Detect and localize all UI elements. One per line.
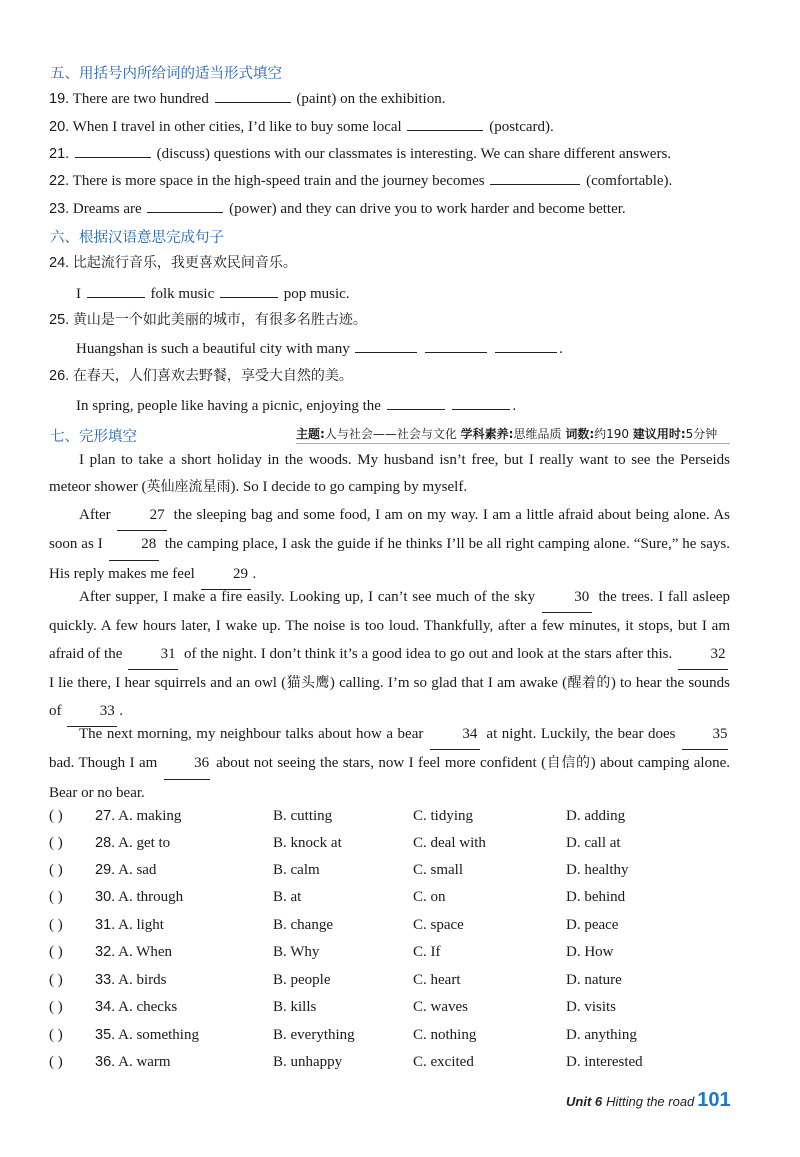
passage-text: the trees. I fall asleep quickly. A few hours later, I wake up. The noise is too loud. Thankfully, after a few minutes, it stops, but I am afraid of the	[49, 589, 731, 662]
blank-number-35[interactable]: 35	[682, 721, 728, 750]
option-a[interactable]	[95, 862, 156, 879]
answer-paren[interactable]: ( )	[49, 835, 63, 851]
option-c[interactable]: C. If	[413, 944, 441, 960]
unit-label: Unit 6	[566, 1094, 603, 1109]
option-row-31	[49, 917, 749, 937]
passage-text: .	[119, 702, 123, 719]
passage-paragraph-3	[49, 584, 730, 727]
question-number: 25.	[49, 312, 70, 328]
section-6-title: 六、根据汉语意思完成句子	[50, 230, 224, 246]
meta-theme: 人与社会——社会与文化	[324, 427, 457, 441]
answer-paren[interactable]: ( )	[49, 889, 63, 905]
option-row-36	[49, 1054, 749, 1074]
option-a[interactable]	[95, 1054, 171, 1071]
passage-text: I plan to take a short holiday in the woods. My husband isn’t free, but I really want to see the Perseids meteor shower (	[49, 452, 730, 496]
meta-literacy: 思维品质	[513, 427, 562, 441]
option-row-29	[49, 862, 749, 882]
option-c[interactable]: C. deal with	[413, 835, 486, 851]
option-b[interactable]: B. unhappy	[273, 1054, 343, 1070]
sentence-part: I	[76, 286, 81, 302]
answer-blank[interactable]	[355, 338, 417, 353]
option-d[interactable]: D. behind	[566, 889, 626, 905]
option-c[interactable]: C. nothing	[413, 1027, 477, 1043]
chinese-prompt: 黄山是一个如此美丽的城市，有很多名胜古迹。	[72, 312, 367, 328]
question-number: 33.	[95, 972, 116, 988]
option-b[interactable]: B. Why	[273, 944, 320, 960]
question-number: 30.	[95, 889, 116, 905]
blank-number-33[interactable]: 33	[67, 698, 117, 727]
blank-number-28[interactable]: 28	[109, 531, 159, 560]
option-text: A. warm	[118, 1054, 171, 1070]
question-text: (discuss) questions with our classmates is interesting. We can share different answers.	[156, 146, 672, 162]
question-number: 26.	[49, 368, 70, 384]
option-a[interactable]	[95, 1027, 199, 1044]
question-number: 19.	[49, 91, 70, 107]
question-24-cn	[49, 253, 297, 273]
answer-blank[interactable]	[147, 198, 223, 213]
question-number: 20.	[49, 119, 70, 135]
sentence-part: Huangshan is such a beautiful city with many	[76, 341, 350, 357]
option-text: A. When	[118, 944, 172, 960]
answer-blank[interactable]	[495, 338, 557, 353]
question-25-cn	[49, 310, 367, 330]
passage-text: about not seeing the stars, now I feel more confident (	[216, 755, 547, 772]
meta-label: 词数:	[565, 427, 595, 441]
answer-blank[interactable]	[407, 116, 483, 131]
option-row-32	[49, 944, 749, 964]
question-20	[49, 116, 554, 137]
question-19	[49, 88, 445, 109]
option-b[interactable]: B. at	[273, 889, 302, 905]
option-a[interactable]	[95, 944, 172, 961]
option-d[interactable]: D. peace	[566, 917, 619, 933]
passage-paragraph-1	[49, 447, 730, 502]
sentence-part: In spring, people like having a picnic, enjoying the	[76, 398, 381, 414]
option-text: A. making	[118, 808, 182, 824]
meta-label: 建议用时:	[632, 427, 686, 441]
option-d[interactable]: D. anything	[566, 1027, 637, 1043]
question-21	[49, 143, 671, 164]
question-text: (paint) on the exhibition.	[296, 91, 446, 107]
sentence-part: pop music.	[283, 286, 350, 302]
blank-number-34[interactable]: 34	[430, 721, 480, 750]
blank-number-29[interactable]: 29	[201, 561, 251, 590]
passage-text: .	[252, 565, 257, 582]
sentence-end: .	[512, 398, 517, 414]
question-number: 32.	[95, 944, 116, 960]
chinese-gloss: 醒着的	[567, 675, 611, 692]
option-d[interactable]: D. call at	[566, 835, 621, 851]
option-a[interactable]	[95, 889, 183, 906]
option-c[interactable]: C. small	[413, 862, 464, 878]
option-b[interactable]: B. kills	[273, 999, 317, 1015]
chinese-prompt: 在春天，人们喜欢去野餐，享受大自然的美。	[72, 368, 353, 384]
question-23	[49, 198, 626, 219]
option-row-35	[49, 1027, 749, 1047]
option-b[interactable]: B. cutting	[273, 808, 333, 824]
answer-paren[interactable]: ( )	[49, 862, 63, 878]
option-d[interactable]: D. nature	[566, 972, 622, 988]
answer-paren[interactable]: ( )	[49, 944, 63, 960]
option-a[interactable]	[95, 972, 166, 989]
answer-blank[interactable]	[387, 395, 445, 410]
answer-blank[interactable]	[452, 395, 510, 410]
question-text: Dreams are	[72, 201, 142, 217]
option-a[interactable]	[95, 835, 170, 852]
chinese-gloss: 自信的	[546, 755, 591, 772]
question-25-en	[76, 338, 563, 359]
chinese-gloss: 猫头鹰	[286, 675, 330, 692]
question-number: 29.	[95, 862, 116, 878]
meta-label: 学科素养:	[460, 427, 514, 441]
answer-paren[interactable]: ( )	[49, 917, 63, 933]
option-row-34	[49, 999, 749, 1019]
answer-paren[interactable]: ( )	[49, 972, 63, 988]
answer-blank[interactable]	[220, 283, 278, 298]
option-b[interactable]: B. change	[273, 917, 333, 933]
option-d[interactable]: D. healthy	[566, 862, 629, 878]
passage-paragraph-4	[49, 721, 730, 807]
question-text: When I travel in other cities, I’d like to buy some local	[72, 119, 402, 135]
option-c[interactable]: C. on	[413, 889, 446, 905]
question-number: 34.	[95, 999, 116, 1015]
question-number: 27.	[95, 808, 116, 824]
passage-text: the sleeping bag and some food, I am on my way. I am a little afraid about being alone. As soon as I	[49, 507, 731, 553]
blank-number-30[interactable]: 30	[542, 584, 592, 613]
passage-text: at night. Luckily, the bear does	[486, 726, 676, 742]
option-c[interactable]: C. excited	[413, 1054, 474, 1070]
question-text: There is more space in the high-speed train and the journey becomes	[72, 173, 485, 189]
option-row-33	[49, 972, 749, 992]
chinese-prompt: 比起流行音乐，我更喜欢民间音乐。	[72, 255, 297, 271]
question-22	[49, 170, 672, 191]
option-c[interactable]: C. space	[413, 917, 464, 933]
passage-text: After	[79, 507, 111, 523]
answer-blank[interactable]	[490, 170, 580, 185]
question-number: 31.	[95, 917, 116, 933]
blank-number-36[interactable]: 36	[164, 750, 210, 779]
answer-paren[interactable]: ( )	[49, 999, 63, 1015]
passage-text: The next morning, my neighbour talks about how a bear	[79, 726, 424, 742]
passage-text: ). So I decide to go camping by myself.	[230, 479, 468, 496]
answer-blank[interactable]	[75, 143, 151, 158]
passage-text: of the night. I don’t think it’s a good idea to go out and look at the stars after this.	[183, 645, 673, 662]
option-text: A. checks	[118, 999, 178, 1015]
option-text: A. get to	[118, 835, 171, 851]
answer-blank[interactable]	[425, 338, 487, 353]
chinese-gloss: 英仙座流星雨	[146, 479, 231, 496]
meta-words: 约190	[594, 427, 630, 441]
sentence-part: folk music	[150, 286, 215, 302]
option-b[interactable]: B. calm	[273, 862, 320, 878]
answer-paren[interactable]: ( )	[49, 1027, 63, 1043]
passage-text: ) about camping alone. Bear or no bear.	[49, 755, 730, 801]
passage-text: I lie there, I hear squirrels and an owl (	[49, 675, 287, 692]
option-text: A. something	[118, 1027, 199, 1043]
section-7-title: 七、完形填空	[50, 429, 137, 445]
option-a[interactable]	[95, 917, 164, 934]
option-d[interactable]: D. interested	[566, 1054, 643, 1070]
page-footer	[566, 1089, 731, 1112]
question-number: 21.	[49, 146, 70, 162]
passage-meta-bar	[296, 425, 730, 444]
passage-text: bad. Though I am	[49, 755, 158, 772]
question-text: There are two hundred	[72, 91, 209, 107]
passage-text: After supper, I make a fire easily. Looking up, I can’t see much of the sky	[79, 589, 536, 605]
question-26-en	[76, 395, 516, 416]
option-d[interactable]: D. visits	[566, 999, 617, 1015]
blank-number-32[interactable]: 32	[678, 641, 728, 670]
question-text: (power) and they can drive you to work harder and become better.	[229, 201, 626, 217]
meta-time: 5分钟	[685, 427, 718, 441]
blank-number-27[interactable]: 27	[117, 502, 167, 531]
option-c[interactable]: C. heart	[413, 972, 461, 988]
question-number: 24.	[49, 255, 70, 271]
option-text: A. light	[118, 917, 164, 933]
question-number: 28.	[95, 835, 116, 851]
page-number: 101	[697, 1089, 731, 1111]
option-text: A. sad	[118, 862, 157, 878]
passage-paragraph-2	[49, 502, 730, 590]
option-c[interactable]: C. waves	[413, 999, 468, 1015]
question-text: (comfortable).	[586, 173, 673, 189]
passage-text: ) calling. I’m so glad that I am awake (	[329, 675, 568, 692]
question-text: (postcard).	[489, 119, 554, 135]
question-number: 35.	[95, 1027, 116, 1043]
option-text: A. birds	[118, 972, 167, 988]
passage-text: ) to hear the sounds of	[49, 675, 731, 719]
answer-blank[interactable]	[215, 88, 291, 103]
option-row-30	[49, 889, 749, 909]
answer-blank[interactable]	[87, 283, 145, 298]
passage-text: the camping place, I ask the guide if he thinks I’ll be all right camping alone. “Sure,” he says. His reply makes me feel	[49, 536, 731, 582]
section-5-title: 五、用括号内所给词的适当形式填空	[50, 66, 282, 82]
option-b[interactable]: B. everything	[273, 1027, 355, 1043]
question-24-en	[76, 283, 350, 304]
answer-paren[interactable]: ( )	[49, 1054, 63, 1070]
option-text: A. through	[118, 889, 184, 905]
option-a[interactable]	[95, 999, 177, 1016]
option-row-27	[49, 808, 749, 828]
option-row-28	[49, 835, 749, 855]
blank-number-31[interactable]: 31	[128, 641, 178, 670]
option-a[interactable]	[95, 808, 181, 825]
question-number: 23.	[49, 201, 70, 217]
meta-label: 主题:	[296, 427, 325, 441]
question-26-cn	[49, 366, 353, 386]
option-b[interactable]: B. people	[273, 972, 331, 988]
answer-paren[interactable]: ( )	[49, 808, 63, 824]
option-b[interactable]: B. knock at	[273, 835, 342, 851]
option-c[interactable]: C. tidying	[413, 808, 474, 824]
sentence-end: .	[558, 341, 563, 357]
option-d[interactable]: D. How	[566, 944, 614, 960]
question-number: 22.	[49, 173, 70, 189]
unit-title: Hitting the road	[606, 1094, 695, 1109]
option-d[interactable]: D. adding	[566, 808, 626, 824]
question-number: 36.	[95, 1054, 116, 1070]
